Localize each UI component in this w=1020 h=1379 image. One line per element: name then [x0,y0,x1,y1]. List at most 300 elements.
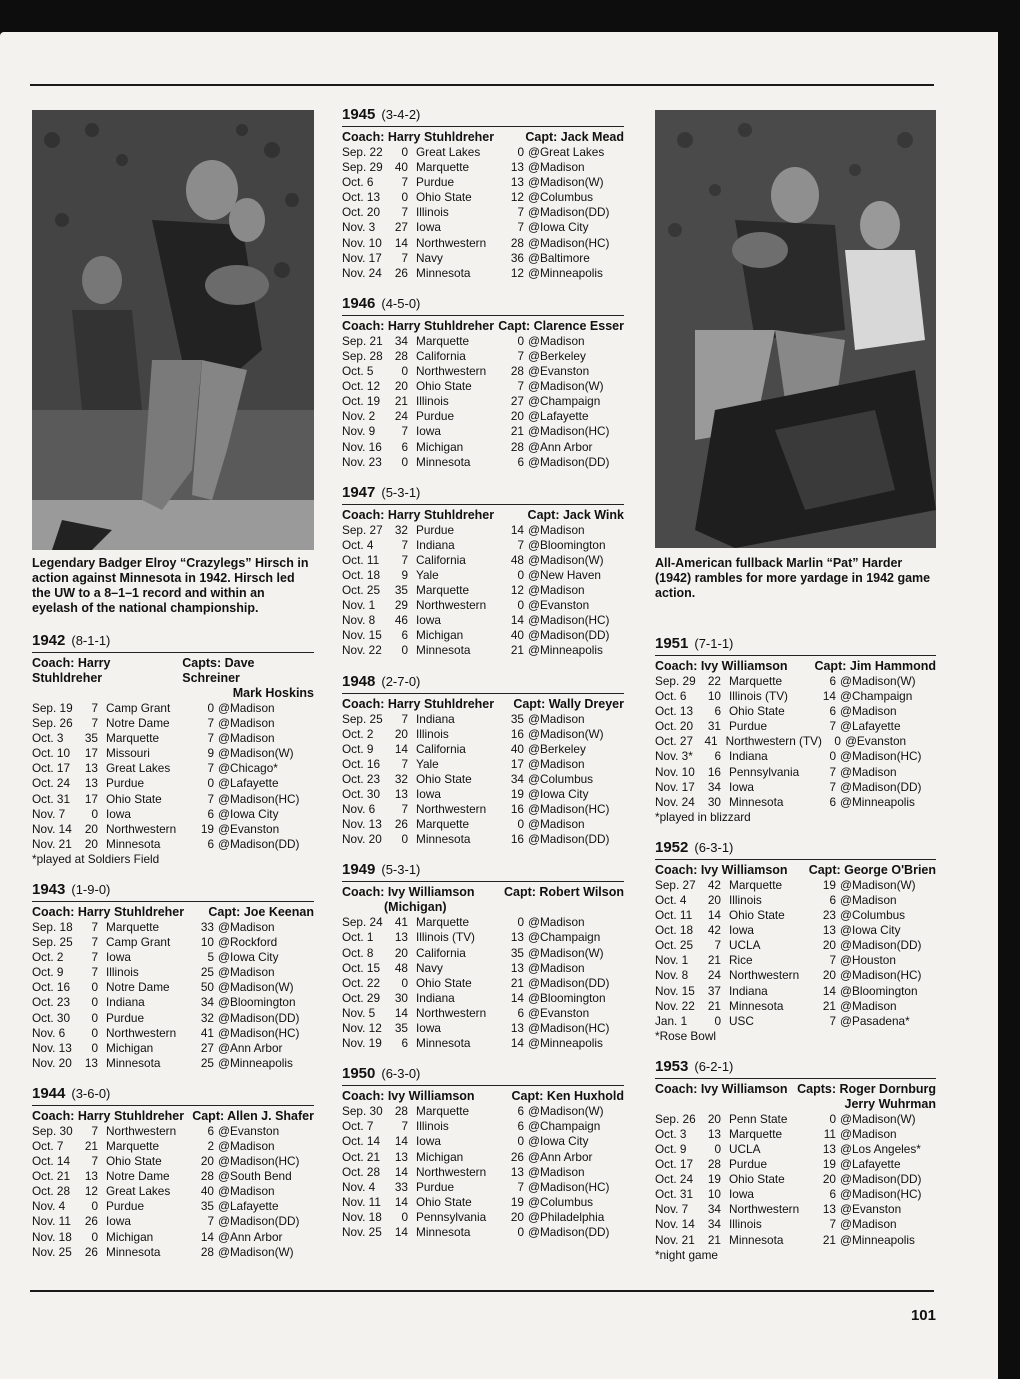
opponent: Yale [416,756,439,771]
game-date: Nov. 11 [342,1194,381,1209]
opponent: Iowa [106,950,131,965]
uw-score: 20 [394,379,408,394]
game-row [32,1169,314,1184]
opponent-score: 10 [200,935,214,950]
location: @Madison [528,583,585,598]
season-record: (4-5-0) [381,295,421,311]
location: @Ann Arbor [218,1040,283,1055]
game-date: Nov. 23 [342,454,382,469]
opponent-score: 13 [822,1202,836,1217]
game-date: Oct. 19 [342,394,381,409]
uw-score: 13 [394,930,408,945]
location: @Baltimore [528,250,590,265]
opponent-score: 6 [517,1104,524,1119]
uw-score: 0 [401,975,408,990]
uw-score: 35 [394,1021,408,1036]
uw-score: 13 [84,1055,98,1070]
uw-score: 7 [91,701,98,715]
game-date: Sep. 21 [342,333,383,348]
location: @Bloomington [528,990,606,1005]
coach-name: Coach: Ivy Williamson [342,1089,475,1104]
season-heading [342,1065,624,1086]
opponent-score: 27 [510,394,524,409]
location: @Minneapolis [528,643,603,658]
game-date: Nov. 13 [32,1040,72,1055]
location: @Bloomington [218,995,296,1010]
opponent: Penn State [729,1111,788,1126]
location: @Evanston [844,734,907,749]
location: @Madison(HC) [528,424,610,439]
uw-score: 31 [707,719,721,734]
opponent-score: 34 [200,995,214,1010]
location: @Madison [218,1138,275,1153]
opponent-score: 14 [510,613,524,628]
uw-score: 0 [91,1229,98,1244]
game-date: Nov. 22 [655,998,695,1013]
season-record: (1-9-0) [71,881,111,897]
opponent-score: 21 [822,998,836,1013]
game-row [32,1184,314,1199]
coach-captain-row [342,697,624,712]
opponent-score: 28 [200,1244,214,1259]
location: @Madison(W) [528,1104,604,1119]
coach-name: Coach: Ivy Williamson [655,862,788,877]
opponent: Ohio State [416,190,472,205]
game-date: Nov. 21 [655,1232,695,1247]
uw-score: 21 [394,394,408,409]
uw-score: 30 [394,990,408,1005]
game-row [32,965,314,980]
game-date: Sep. 25 [32,935,73,950]
location: @Madison(HC) [840,1187,922,1202]
location: @Madison [528,1164,585,1179]
opponent: Minnesota [106,836,161,851]
game-row [32,1056,314,1071]
opponent: Ohio State [106,791,162,806]
opponent-score: 6 [829,794,836,809]
uw-score: 10 [707,689,721,704]
game-date: Oct. 11 [655,908,693,923]
location: @Minneapolis [218,1055,293,1070]
opponent: Rice [729,953,753,968]
opponent: Great Lakes [106,1184,171,1199]
opponent-score: 6 [517,1005,524,1020]
captain-name: Capt: Jack Wink [527,507,624,522]
location: @Madison(HC) [840,749,922,764]
game-row [655,719,936,734]
uw-score: 26 [394,817,408,832]
game-date: Nov. 19 [342,1036,382,1051]
opponent: Purdue [729,1157,768,1172]
uw-score: 7 [401,756,408,771]
season-footnote: *night game [655,1247,718,1262]
opponent-score: 7 [829,719,836,734]
opponent-score: 2 [207,1138,214,1153]
opponent-score: 14 [822,983,836,998]
opponent: Purdue [416,409,455,424]
uw-score: 14 [394,1005,408,1020]
opponent: Purdue [416,522,455,537]
game-date: Oct. 25 [655,938,694,953]
uw-score: 6 [401,628,408,643]
uw-score: 29 [394,598,408,613]
opponent-score: 35 [510,711,524,726]
opponent-score: 0 [834,734,841,749]
captain-name: Capt: Robert Wilson [503,885,624,900]
game-row [655,1217,936,1232]
opponent: Iowa [106,1214,131,1229]
game-row [32,1124,314,1139]
game-row [32,837,314,852]
game-row [342,915,624,930]
season-record: (6-3-1) [694,839,734,855]
game-date: Oct. 25 [342,583,381,598]
game-date: Nov. 18 [342,1209,382,1224]
opponent: Illinois [729,1217,762,1232]
opponent: Minnesota [729,1232,784,1247]
game-date: Nov. 2 [342,409,376,424]
location: @Madison [840,764,897,779]
game-date: Nov. 14 [655,1217,695,1232]
game-row [655,968,936,983]
game-row [342,991,624,1006]
location: @Bloomington [840,983,918,998]
location: @Madison(W) [840,877,916,892]
uw-score: 0 [401,832,408,847]
game-row [32,792,314,807]
game-row [342,712,624,727]
game-row [342,175,624,190]
opponent-score: 0 [517,598,524,613]
opponent-score: 6 [829,892,836,907]
season-heading [342,673,624,694]
location: @Madison [528,522,585,537]
opponent-score: 11 [823,1126,836,1141]
uw-score: 37 [707,983,721,998]
opponent: Michigan [106,1229,154,1244]
game-date: Sep. 18 [32,919,73,934]
game-row [342,817,624,832]
uw-score: 0 [401,364,408,379]
uw-score: 13 [707,1126,721,1141]
game-row [655,1112,936,1127]
game-row [32,746,314,761]
game-row [342,553,624,568]
uw-score: 0 [714,1141,721,1156]
captain-name: Capt: Joe Keenan [208,904,314,919]
captain-name: Capts: Dave Schreiner [182,656,255,685]
game-date: Oct. 12 [342,379,381,394]
uw-score: 33 [394,1179,408,1194]
opponent: Minnesota [729,794,784,809]
game-row [655,795,936,810]
season-year: 1943 [32,880,66,898]
opponent-score: 20 [822,938,836,953]
opponent: Iowa [416,1134,441,1149]
opponent: Indiana [416,711,455,726]
location: @Madison [840,998,897,1013]
opponent-score: 7 [207,731,214,746]
coach-captain-row [32,1109,314,1124]
game-row [32,1041,314,1056]
coach-name: Coach: Harry Stuhldreher [32,904,185,919]
opponent: Illinois [106,965,139,980]
season-heading [655,1058,936,1079]
opponent: Marquette [106,731,160,746]
opponent-score: 33 [200,919,214,934]
opponent-score: 7 [829,779,836,794]
uw-score: 14 [394,1224,408,1239]
opponent: Purdue [416,175,455,190]
location: @Berkeley [528,348,586,363]
location: @Madison(HC) [528,1179,610,1194]
game-date: Nov. 25 [32,1244,72,1259]
opponent-score: 0 [517,1134,524,1149]
uw-score: 26 [394,265,408,280]
uw-score: 20 [394,945,408,960]
uw-score: 42 [707,923,721,938]
opponent-score: 13 [822,1141,836,1156]
game-date: Oct. 9 [342,741,374,756]
opponent: Ohio State [416,771,472,786]
game-date: Sep. 30 [32,1123,73,1138]
opponent-score: 19 [510,787,524,801]
opponent-score: 7 [517,205,524,220]
page-number: 101 [910,1307,936,1324]
opponent-score: 12 [510,265,524,280]
location: @Lafayette [840,719,901,734]
location: @Columbus [528,190,594,205]
opponent: Iowa [729,779,754,794]
game-date: Oct. 4 [342,537,374,552]
uw-score: 21 [707,998,721,1013]
captain-name: Capt: Jack Mead [525,130,624,144]
game-date: Oct. 7 [32,1138,64,1153]
uw-score: 14 [394,1164,408,1179]
location: @Madison(W) [840,674,916,688]
opponent-score: 6 [517,1119,524,1134]
uw-score: 30 [707,794,721,809]
opponent: USC [729,1013,754,1028]
game-date: Nov. 9 [342,424,376,439]
opponent: Marquette [416,915,470,930]
location: @Iowa City [218,950,279,965]
location: @Columbus [840,908,906,923]
opponent: Minnesota [416,643,471,658]
uw-score: 0 [91,1199,98,1214]
season-year: 1950 [342,1065,376,1083]
season-1942 [32,632,314,867]
coach-captain-row [655,659,936,674]
game-date: Nov. 15 [342,628,382,643]
coach-block [655,659,788,674]
game-row [342,266,624,281]
opponent-score: 6 [829,704,836,719]
game-row [32,1011,314,1026]
location: @Madison [840,1126,897,1141]
location: @Madison(HC) [218,1025,300,1040]
opponent: Marquette [106,919,160,934]
location: @Ann Arbor [218,1229,283,1244]
opponent-score: 19 [822,877,836,892]
game-row [655,1187,936,1202]
opponent: Yale [416,567,439,582]
opponent: Ohio State [416,1194,472,1209]
uw-score: 6 [401,439,408,454]
game-date: Oct. 28 [32,1184,71,1199]
game-date: Oct. 21 [32,1169,71,1184]
game-row [655,984,936,999]
game-row [342,205,624,220]
game-row [32,701,314,716]
captain-name: Capts: Roger Dornburg [797,1081,936,1096]
game-row [342,1134,624,1149]
opponent-score: 5 [207,950,214,965]
opponent-score: 12 [510,190,524,205]
location: @Madison(DD) [218,1214,300,1229]
opponent: Illinois (TV) [729,689,788,704]
game-row [32,995,314,1010]
season-year: 1944 [32,1084,66,1102]
opponent: Pennsylvania [416,1209,487,1224]
opponent-score: 20 [822,968,836,983]
game-row [342,523,624,538]
game-row [32,1139,314,1154]
opponent: Iowa [416,613,441,628]
location: @Madison(DD) [840,1172,922,1187]
uw-score: 20 [84,821,98,836]
uw-score: 7 [401,552,408,567]
captain-name: Capt: Clarence Esser [498,318,624,333]
location: @Madison(HC) [528,613,610,628]
opponent: UCLA [729,1141,761,1156]
uw-score: 0 [401,190,408,205]
opponent-score: 14 [510,990,524,1005]
opponent: California [416,945,466,960]
game-date: Oct. 2 [32,950,64,965]
game-row [655,938,936,953]
season-record: (6-2-1) [694,1058,734,1074]
uw-score: 20 [84,836,98,851]
coach-captain-row [342,1089,624,1104]
game-row [342,802,624,817]
opponent: Indiana [729,749,768,764]
game-row [342,334,624,349]
game-date: Sep. 29 [342,160,383,175]
opponent-score: 25 [200,965,214,980]
captain-name: Capt: George O'Brien [808,862,936,877]
opponent-score: 17 [510,756,524,771]
opponent-score: 20 [200,1154,214,1169]
uw-score: 42 [707,877,721,892]
opponent: Marquette [416,817,470,832]
location: @Madison(W) [840,1111,916,1126]
game-row [342,787,624,802]
season-1946 [342,295,624,470]
game-date: Nov. 8 [342,613,376,628]
game-date: Oct. 24 [655,1172,694,1187]
location: @Madison(DD) [528,832,610,847]
uw-score: 20 [394,726,408,741]
coach-captain-row [342,885,624,915]
game-row [655,780,936,795]
opponent: Purdue [729,719,768,734]
opponent: Minnesota [416,265,471,280]
location: @Los Angeles* [840,1141,921,1156]
uw-score: 41 [394,915,408,930]
game-row [342,236,624,251]
game-row [655,1014,936,1029]
opponent-score: 35 [510,945,524,960]
uw-score: 9 [401,567,408,582]
uw-score: 0 [401,145,408,159]
uw-score: 41 [704,734,718,749]
location: @Madison(HC) [840,968,922,983]
game-row [342,1021,624,1036]
season-year: 1946 [342,294,376,312]
opponent-score: 16 [510,802,524,817]
opponent: Notre Dame [106,716,170,731]
coach-captain-row [655,863,936,878]
game-row [655,893,936,908]
uw-score: 21 [84,1138,98,1153]
location: @Evanston [840,1202,902,1217]
location: @Madison(HC) [528,802,610,817]
location: @Madison(DD) [528,975,610,990]
uw-score: 48 [394,960,408,975]
opponent-score: 7 [829,1013,836,1028]
game-date: Nov. 12 [342,1021,382,1036]
game-row [655,1157,936,1172]
captain-name: Capt: Ken Huxhold [511,1089,624,1104]
uw-score: 0 [401,643,408,658]
season-1952 [655,839,936,1044]
uw-score: 34 [394,333,408,348]
game-date: Nov. 20 [32,1055,72,1070]
game-date: Oct. 13 [655,704,694,719]
game-row [32,1026,314,1041]
uw-score: 22 [707,674,721,688]
game-date: Sep. 19 [32,701,73,715]
opponent-score: 6 [829,674,836,688]
game-date: Oct. 30 [32,1010,71,1025]
game-row [655,999,936,1014]
location: @Champaign [528,930,601,945]
opponent: Indiana [416,990,455,1005]
coach-block [32,656,182,686]
uw-score: 0 [91,1040,98,1055]
game-row [32,776,314,791]
column-right [655,635,936,1277]
uw-score: 34 [707,1217,721,1232]
season-year: 1953 [655,1057,689,1075]
location: @Iowa City [840,923,901,938]
uw-score: 0 [91,806,98,821]
game-date: Nov. 17 [342,250,382,265]
opponent: Illinois [416,205,449,220]
opponent: Purdue [416,1179,455,1194]
opponent-score: 40 [200,1184,214,1199]
season-year: 1951 [655,635,689,652]
photo-hirsch [32,110,314,550]
location: @Minneapolis [528,265,603,280]
game-row [655,1127,936,1142]
game-date: Oct. 2 [342,726,374,741]
game-date: Oct. 15 [342,960,381,975]
opponent: Iowa [106,806,131,821]
opponent-score: 6 [829,1187,836,1202]
opponent: Minnesota [416,1036,471,1051]
